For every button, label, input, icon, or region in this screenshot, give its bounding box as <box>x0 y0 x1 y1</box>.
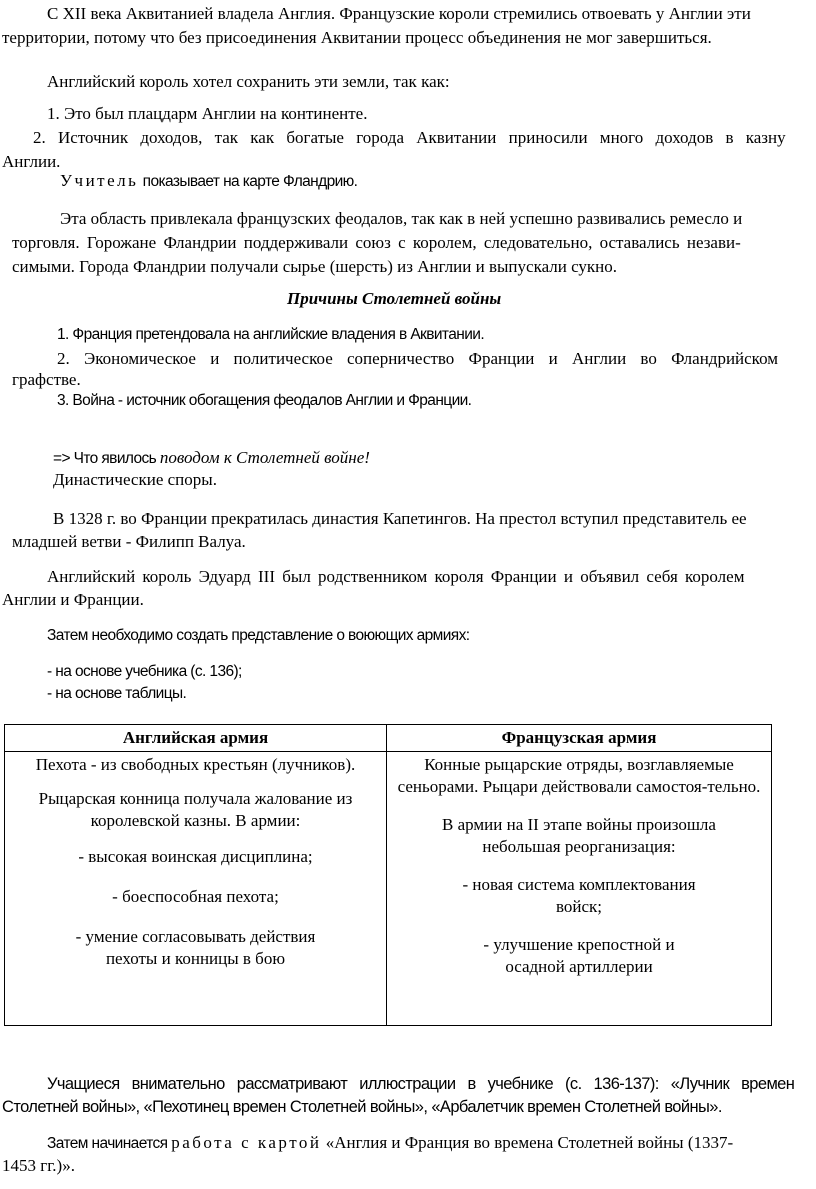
flanders-line-2-text: торговля. Горожане Фландрии поддерживали союз с королем, следовательно, оставались незави- <box>12 233 741 252</box>
edward-text: Английский король Эдуард III был родственником короля Франции и объявил себя королем <box>47 567 745 586</box>
french-bullet-2: - улучшение крепостной и осадной артиллерии <box>483 935 675 976</box>
pretext-answer: Династические споры. <box>53 470 217 489</box>
armies-bullet-1: - на основе учебника (с. 136); <box>47 663 242 680</box>
map-work-line-1 <box>47 1131 815 1156</box>
armies-table <box>4 724 772 1026</box>
flanders-line-1: Эта область привлекала французских феодалов, так как в ней успешно развивались ремесло и <box>60 209 743 228</box>
teacher-word: Учитель <box>60 171 139 190</box>
edward-line-1 <box>47 565 816 589</box>
flanders-line-3: симыми. Города Фландрии получали сырье (шерсть) из Англии и выпускали сукно. <box>12 257 618 276</box>
dynasty-line-2: младшей ветви - Филипп Валуа. <box>12 532 246 551</box>
cause-1: 1. Франция претендовала на английские владения в Аквитании. <box>57 326 485 343</box>
cause-2-line-2: графстве. <box>12 370 81 389</box>
teacher-rest: показывает на карте Фландрию. <box>142 173 358 190</box>
illustrations-line-2: Столетней войны», «Пехотинец времен Столетней войны», «Арбалетчик времен Столетней войны». <box>2 1098 722 1116</box>
reason-2-text: 2. Источник доходов, так как богатые города Аквитании приносили много доходов в казну <box>33 128 786 147</box>
map-work-line-2: 1453 гг.)». <box>2 1156 75 1175</box>
cause-3: 3. Война - источник обогащения феодалов Англии и Франции. <box>57 392 472 409</box>
edward-line-2: Англии и Франции. <box>2 590 144 609</box>
dynasty-line-1: В 1328 г. во Франции прекратилась династия Капетингов. На престол вступил представитель ее <box>53 509 747 528</box>
english-bullet-2: - боеспособная пехота; <box>112 887 279 906</box>
english-cavalry: Рыцарская конница получала жалование из королевской казны. В армии: <box>38 789 353 830</box>
english-infantry: Пехота - из свободных крестьян (лучников). <box>35 755 356 774</box>
english-bullet-1: - высокая воинская дисциплина; <box>78 847 313 866</box>
english-army-cell <box>5 752 387 1026</box>
causes-heading: Причины Столетней войны <box>287 289 502 308</box>
armies-intro: Затем необходимо создать представление о воюющих армиях: <box>47 627 470 644</box>
illustrations-line-1 <box>47 1072 815 1096</box>
map-work-spaced: работа с картой <box>171 1133 322 1152</box>
teacher-line <box>60 169 816 194</box>
illustrations-text: Учащиеся внимательно рассматривают иллюстрации в учебнике (с. 136-137): «Лучник времен <box>47 1075 795 1093</box>
map-work-prefix: Затем начинается <box>47 1135 172 1152</box>
reason-2-line-2: Англии. <box>2 152 61 171</box>
intro-line-1: С XII века Аквитанией владела Англия. Французские короли стремились отвоевать у Англии эти <box>47 4 751 23</box>
reason-2-line-1 <box>33 126 816 150</box>
english-bullet-3: - умение согласовывать действия пехоты и конницы в бою <box>75 927 316 968</box>
flanders-line-2 <box>12 231 816 255</box>
pretext-prefix: => Что явилось <box>53 450 160 467</box>
armies-bullet-2: - на основе таблицы. <box>47 685 187 702</box>
french-army-header: Французская армия <box>387 725 772 752</box>
king-intro: Английский король хотел сохранить эти земли, так как: <box>47 72 450 91</box>
french-army-cell <box>387 752 772 1026</box>
english-army-header: Английская армия <box>5 725 387 752</box>
french-reorganization: В армии на II этапе войны произошла небольшая реорганизация: <box>442 815 716 856</box>
pretext-italic: поводом к Столетней войне! <box>159 448 370 467</box>
french-knights: Конные рыцарские отряды, возглавляемые сеньорами. Рыцари действовали самостоя-тельно. <box>397 755 761 796</box>
cause-2-text: 2. Экономическое и политическое соперничество Франции и Англии во Фландрийском <box>57 349 779 368</box>
intro-line-2: территории, потому что без присоединения Аквитании процесс объединения не мог завершиться. <box>2 28 712 47</box>
map-work-rest: «Англия и Франция во времена Столетней войны (1337- <box>321 1133 734 1152</box>
reason-1: 1. Это был плацдарм Англии на континенте. <box>47 104 368 123</box>
french-bullet-1: - новая система комплектования войск; <box>462 875 696 916</box>
